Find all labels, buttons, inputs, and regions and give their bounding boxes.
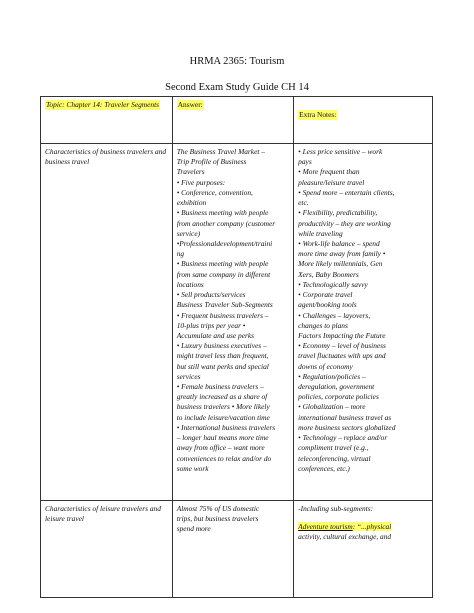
extra-note-line: • Spend more – entertain clients, bbox=[298, 187, 395, 197]
table-row bbox=[41, 144, 433, 501]
answer-line: • Sell products/services bbox=[176, 290, 246, 300]
extra-notes-adventure-cont: activity, cultural exchange, and bbox=[298, 532, 392, 542]
answer-line: to include leisure/vacation time bbox=[176, 412, 270, 422]
header-extra-notes: Extra Notes: bbox=[299, 110, 337, 119]
extra-notes-business-list bbox=[298, 147, 428, 474]
answer-line: • Business meeting with people bbox=[176, 208, 269, 218]
answer-line: locations bbox=[176, 279, 204, 289]
extra-note-line: more time away from family • bbox=[298, 249, 386, 259]
answer-cell bbox=[172, 501, 293, 598]
extra-note-line: deregulation, government bbox=[298, 382, 375, 392]
answer-line: • Business meeting with people bbox=[176, 259, 269, 269]
answer-line: Travelers bbox=[176, 167, 205, 177]
extra-note-line: • Corporate travel bbox=[298, 290, 353, 300]
answer-line: from another company (customer bbox=[176, 218, 276, 228]
header-topic: Topic: Chapter 14: Traveler Segments bbox=[46, 100, 160, 109]
extra-note-line: • Globalization – more bbox=[298, 402, 366, 412]
answer-line: from same company in different bbox=[176, 269, 271, 279]
answer-line: • Female business travelers – bbox=[176, 382, 264, 392]
extra-note-line: • Regulation/policies – bbox=[298, 371, 366, 381]
answer-leisure-list bbox=[177, 504, 289, 535]
topic-cell bbox=[41, 144, 173, 501]
answer-line: Business Traveler Sub-Segments bbox=[176, 300, 273, 310]
header-answer: Answer: bbox=[177, 100, 203, 109]
extra-notes-cell bbox=[294, 501, 433, 598]
extra-note-line: while traveling bbox=[298, 228, 343, 238]
extra-note-line: • Technologically savvy bbox=[298, 279, 368, 289]
answer-line: business travelers • More likely bbox=[176, 402, 270, 412]
document-subtitle: Second Exam Study Guide CH 14 bbox=[165, 82, 309, 93]
extra-note-line: international business travel as bbox=[298, 412, 392, 422]
extra-note-line: more business sectors globalized bbox=[298, 422, 396, 432]
extra-note-line: changes to plans bbox=[298, 320, 348, 330]
answer-line: • Conference, convention, bbox=[176, 187, 253, 197]
answer-line: ng bbox=[176, 249, 185, 259]
answer-line: some work bbox=[176, 463, 209, 473]
answer-line: • Frequent business travelers – bbox=[176, 310, 269, 320]
extra-notes-cell bbox=[294, 144, 433, 501]
extra-note-line: Factors Impacting the Future bbox=[298, 330, 386, 340]
extra-note-line: conferences, etc.) bbox=[298, 463, 350, 473]
answer-line: • Five purposes: bbox=[176, 177, 226, 187]
answer-line: • Luxury business executives – bbox=[176, 341, 267, 351]
answer-line: – longer haul means more time bbox=[176, 433, 269, 443]
extra-note-line: etc. bbox=[298, 198, 309, 208]
answer-line: might travel less than frequent, bbox=[176, 351, 269, 361]
answer-line: service) bbox=[176, 228, 201, 238]
header-answer-cell bbox=[172, 97, 293, 144]
answer-line: 10-plus trips per year • bbox=[176, 320, 246, 330]
answer-line: services bbox=[176, 371, 201, 381]
answer-line: spend more bbox=[176, 524, 211, 534]
answer-line: The Business Travel Market – bbox=[176, 147, 265, 156]
extra-note-line: • Flexibility, predictability, bbox=[298, 208, 378, 218]
answer-line: exhibition bbox=[176, 198, 207, 208]
answer-line: greatly increased as a share of bbox=[176, 392, 268, 402]
extra-note-line: pleasure/leisure travel bbox=[298, 177, 365, 187]
extra-note-line: compliment travel (e.g., bbox=[298, 443, 369, 453]
extra-note-line: • More frequent than bbox=[298, 167, 360, 177]
topic-cell bbox=[41, 501, 173, 598]
extra-note-line: • Technology – replace and/or bbox=[298, 433, 388, 443]
answer-business-list bbox=[177, 147, 289, 474]
adventure-tourism-highlight: Adventure tourism bbox=[298, 522, 353, 532]
extra-note-line: downs of economy bbox=[298, 361, 353, 371]
answer-line: •Professionaldevelopment/traini bbox=[176, 238, 273, 248]
extra-note-line: travel fluctuates with ups and bbox=[298, 351, 386, 361]
extra-note-line: • Work-life balance – spend bbox=[298, 238, 380, 248]
extra-note-line: • Less price sensitive – work bbox=[298, 147, 383, 156]
answer-line: Trip Profile of Business bbox=[176, 157, 247, 167]
extra-note-line: More likely millennials, Gen bbox=[298, 259, 383, 269]
header-row bbox=[41, 97, 433, 144]
extra-note-line: teleconferencing, virtual bbox=[298, 453, 371, 463]
answer-line: but still want perks and special bbox=[176, 361, 269, 371]
extra-notes-intro: -Including sub-segments: bbox=[298, 504, 374, 513]
extra-note-line: • Challenges – layovers, bbox=[298, 310, 371, 320]
extra-note-line: • Economy – level of business bbox=[298, 341, 386, 351]
answer-line: • International business travelers bbox=[176, 422, 276, 432]
header-topic-cell bbox=[41, 97, 173, 144]
extra-note-line: agent/booking tools bbox=[298, 300, 357, 310]
header-extra-cell bbox=[294, 97, 433, 144]
adventure-tourism-text: : “...physical bbox=[352, 522, 392, 532]
answer-line: conveniences to relax and/or do bbox=[176, 453, 272, 463]
answer-line: Almost 75% of US domestic bbox=[176, 504, 260, 513]
extra-notes-adventure bbox=[298, 522, 428, 532]
answer-line: Accumulate and use perks bbox=[176, 330, 255, 340]
extra-note-line: policies, corporate policies bbox=[298, 392, 379, 402]
topic-leisure-travelers: Characteristics of leisure travelers and leisure travel bbox=[45, 504, 161, 524]
extra-note-line: pays bbox=[298, 157, 312, 167]
extra-note-line: productivity – they are working bbox=[298, 218, 391, 228]
answer-line: trips, but business travelers bbox=[176, 514, 259, 524]
table-row bbox=[41, 501, 433, 598]
study-guide-table bbox=[40, 96, 433, 598]
extra-note-line: Xers, Baby Boomers bbox=[298, 269, 359, 279]
document-title: HRMA 2365: Tourism bbox=[189, 56, 285, 67]
topic-business-travelers: Characteristics of business travelers and business travel bbox=[45, 147, 167, 167]
answer-line: away from office – want more bbox=[176, 443, 265, 453]
answer-cell bbox=[172, 144, 293, 501]
